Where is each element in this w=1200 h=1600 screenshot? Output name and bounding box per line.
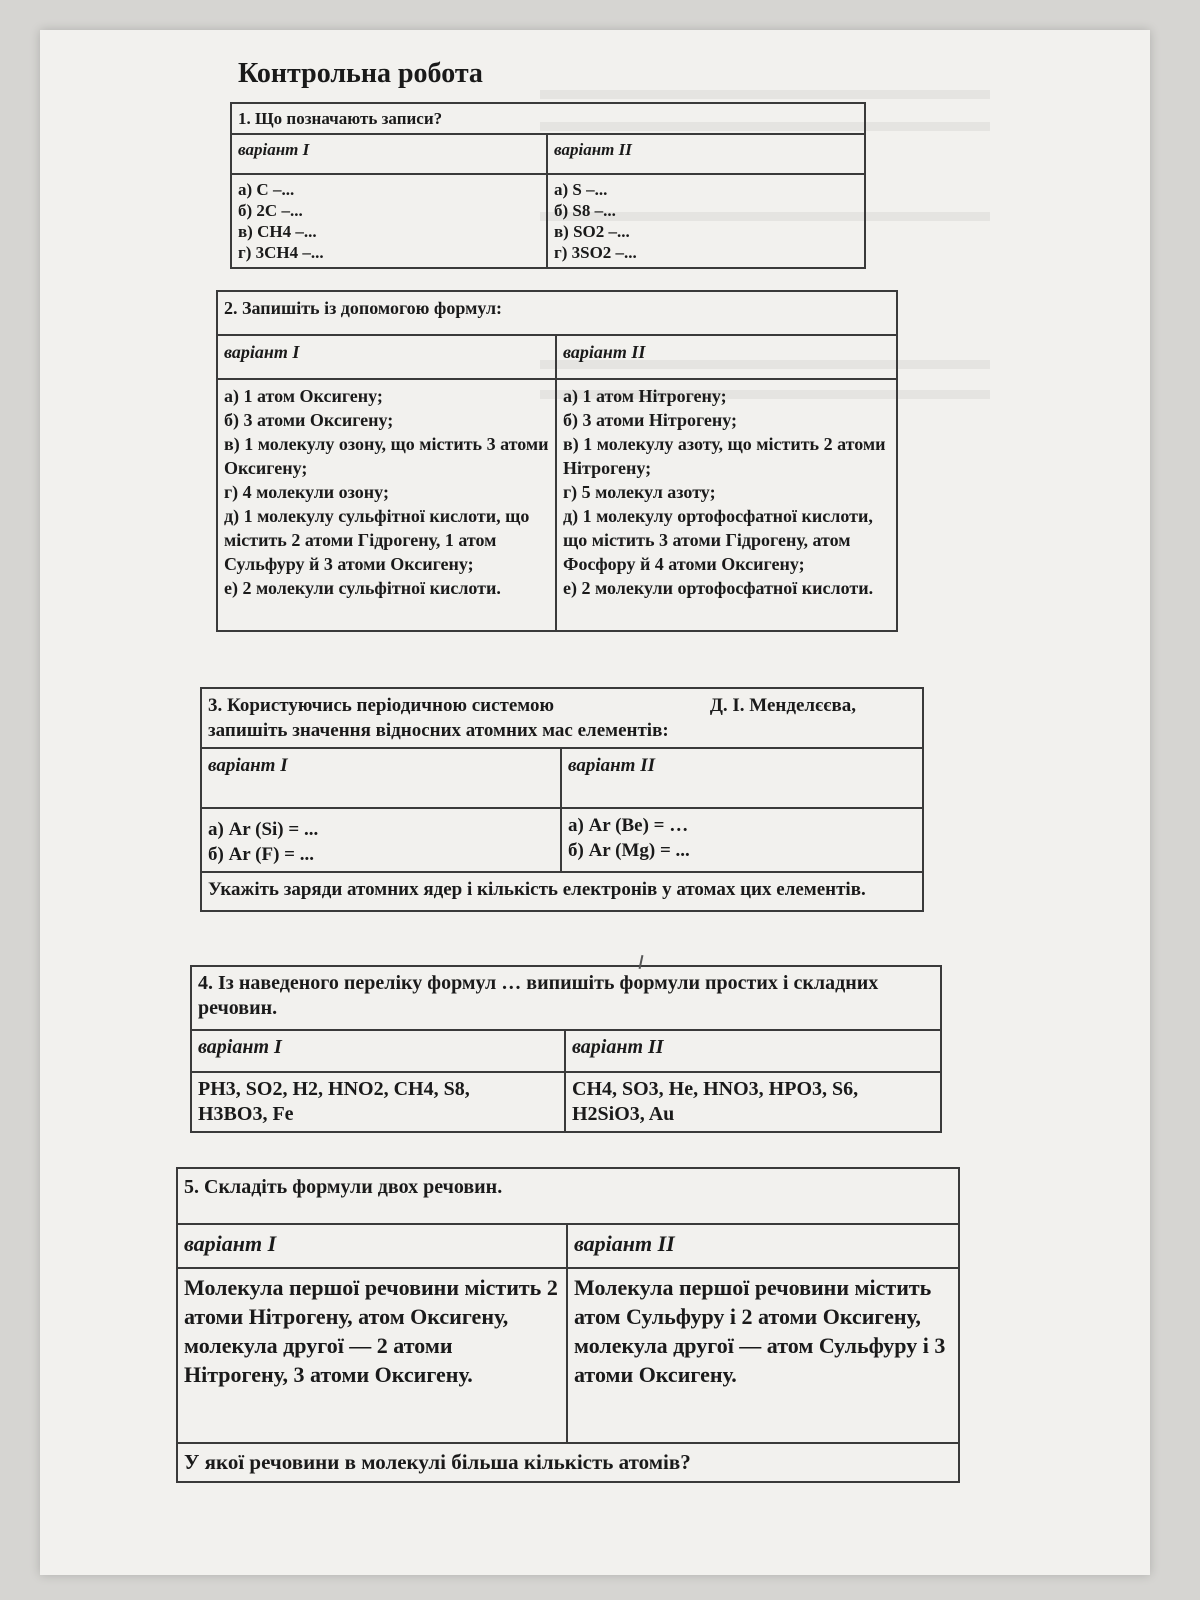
list-item: а) Ar (Be) = …	[568, 815, 689, 836]
list-item: а) S –...	[554, 180, 608, 199]
task-5-heading: 5. Складіть формули двох речовин.	[178, 1169, 958, 1225]
list-item: б) 3 атоми Нітрогену;	[563, 410, 738, 430]
list-item: б) 3 атоми Оксигену;	[224, 410, 394, 430]
task-3-variant-2-label: варіант ІІ	[562, 749, 922, 809]
list-item: е) 2 молекули ортофосфатної кислоти.	[563, 578, 874, 598]
task-4-variant-2-formulas: CH4, SO3, He, HNO3, HPO3, S6, H2SiO3, Au	[572, 1078, 859, 1125]
list-item: г) 5 молекул азоту;	[563, 482, 716, 502]
task-4-table	[190, 965, 942, 1133]
task-4-variant-2-label: варіант ІІ	[566, 1031, 940, 1073]
list-item: г) 3CH4 –...	[238, 243, 324, 262]
list-item: б) 2C –...	[238, 201, 303, 220]
task-2-variant-1-label: варіант І	[218, 336, 557, 380]
task-4-variant-1-formulas: PH3, SO2, H2, HNO2, CH4, S8, H3BO3, Fe	[192, 1073, 566, 1131]
list-item: в) 1 молекулу озону, що містить 3 атоми Оксигену;	[224, 434, 549, 478]
task-1-variant-2-items	[548, 175, 864, 267]
list-item: д) 1 молекулу сульфітної кислоти, що містить 2 атоми Гідрогену, 1 атом Сульфуру й 3 атоми Оксигену;	[224, 506, 530, 574]
task-2-heading: 2. Запишіть із допомогою формул:	[218, 292, 896, 336]
task-3-heading-part-3: запишіть значення відносних атомних мас елементів:	[208, 720, 669, 741]
task-3-variant-2-items	[562, 809, 922, 871]
list-item: г) 4 молекули озону;	[224, 482, 389, 502]
list-item: а) 1 атом Оксигену;	[224, 386, 383, 406]
list-item: б) Ar (Mg) = ...	[568, 840, 690, 861]
task-1-variant-1-items	[232, 175, 548, 267]
list-item: д) 1 молекулу ортофосфатної кислоти, що містить 3 атоми Гідрогену, атом Фосфору й 4 атоми Оксигену;	[563, 506, 873, 574]
task-5-variant-1-text: Молекула першої речовини містить 2 атоми Нітрогену, атом Оксигену, молекула другої — 2 атоми Нітрогену, 3 атоми Оксигену.	[178, 1269, 568, 1442]
page-title: Контрольна робота	[238, 58, 483, 89]
task-1-table	[230, 102, 866, 269]
task-2-table	[216, 290, 898, 632]
task-3-variant-1-items	[202, 809, 562, 871]
task-3-heading-part-2: Д. І. Менделєєва,	[709, 695, 856, 716]
task-3-heading-part-1: 3. Користуючись періодичною системою	[208, 695, 555, 716]
task-5-footer: У якої речовини в молекулі більша кількість атомів?	[178, 1442, 958, 1481]
task-5-table	[176, 1167, 960, 1483]
bleed-through-text	[540, 90, 990, 99]
task-3-variant-1-label: варіант І	[202, 749, 562, 809]
paper-sheet	[40, 30, 1150, 1575]
task-1-heading: 1. Що позначають записи?	[232, 104, 864, 135]
list-item: б) S8 –...	[554, 201, 616, 220]
list-item: г) 3SO2 –...	[554, 243, 637, 262]
task-4-variant-1-label: варіант І	[192, 1031, 566, 1073]
list-item: в) SO2 –...	[554, 222, 630, 241]
task-3-table	[200, 687, 924, 912]
task-3-heading	[202, 689, 922, 749]
list-item: е) 2 молекули сульфітної кислоти.	[224, 578, 501, 598]
task-1-variant-1-label: варіант І	[232, 135, 548, 175]
list-item: в) 1 молекулу азоту, що містить 2 атоми Нітрогену;	[563, 434, 886, 478]
task-2-variant-2-items	[557, 380, 896, 630]
list-item: а) Ar (Si) = ...	[208, 819, 319, 840]
task-5-variant-1-label: варіант І	[178, 1225, 568, 1269]
task-1-variant-2-label: варіант ІІ	[548, 135, 864, 175]
list-item: а) 1 атом Нітрогену;	[563, 386, 727, 406]
task-2-variant-2-label: варіант ІІ	[557, 336, 896, 380]
task-4-heading: 4. Із наведеного переліку формул … випишіть формули простих і складних речовин.	[192, 967, 940, 1031]
task-2-variant-1-items	[218, 380, 557, 630]
list-item: в) CH4 –...	[238, 222, 317, 241]
task-3-footer: Укажіть заряди атомних ядер і кількість електронів у атомах цих елементів.	[202, 871, 922, 910]
task-5-variant-2-label: варіант ІІ	[568, 1225, 958, 1269]
task-5-variant-2-text: Молекула першої речовини містить атом Сульфуру і 2 атоми Оксигену, молекула другої — атом Сульфуру і 3 атоми Оксигену.	[574, 1275, 946, 1387]
list-item: б) Ar (F) = ...	[208, 844, 314, 865]
list-item: а) C –...	[238, 180, 295, 199]
